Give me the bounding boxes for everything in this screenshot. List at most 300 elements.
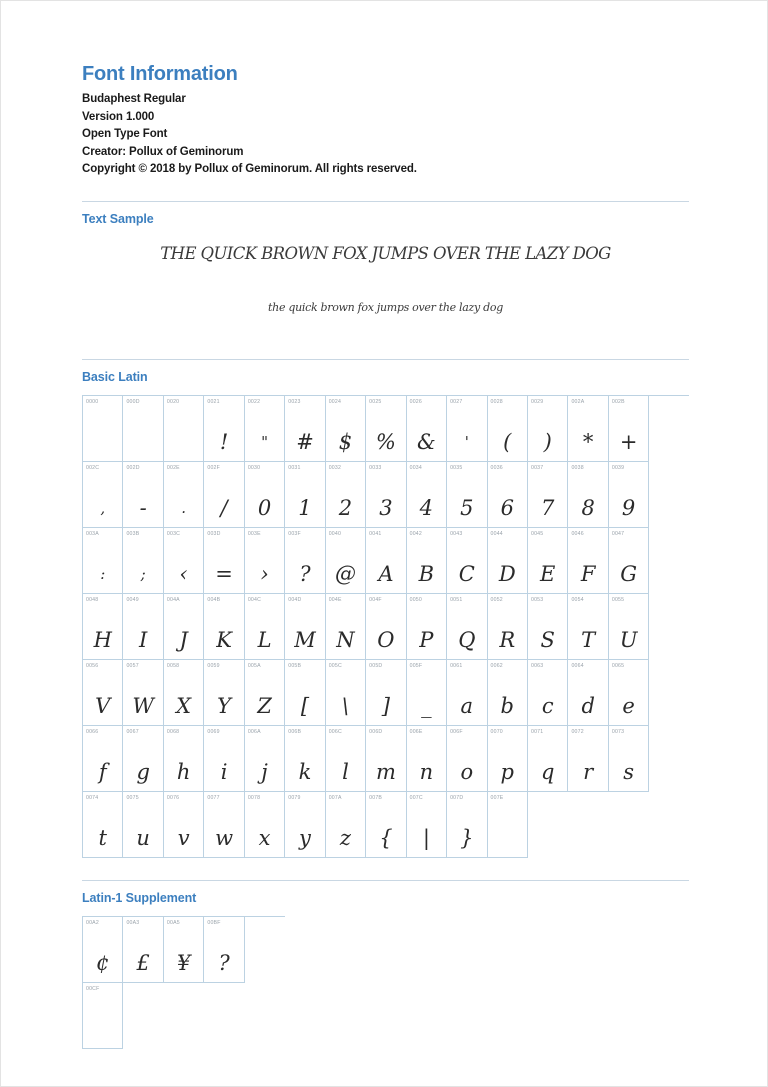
glyph-cell[interactable]: [568, 396, 608, 462]
glyph-character: ‹: [179, 561, 188, 586]
glyph-codepoint-label: 006E: [409, 728, 423, 735]
glyph-cell[interactable]: [528, 594, 568, 660]
glyph-cell[interactable]: [326, 726, 366, 792]
glyph-character: m: [375, 759, 396, 784]
glyph-codepoint-label: 00CF: [86, 985, 100, 992]
glyph-codepoint-label: 0077: [207, 794, 220, 801]
glyph-cell[interactable]: [407, 660, 447, 726]
glyph-cell[interactable]: [83, 983, 123, 1049]
glyph-cell[interactable]: [123, 792, 163, 858]
glyph-cell[interactable]: [528, 726, 568, 792]
glyph-cell[interactable]: [245, 528, 285, 594]
glyph-character: 9: [621, 495, 636, 520]
glyph-character: M: [294, 627, 316, 652]
glyph-cell[interactable]: [609, 594, 649, 660]
glyph-codepoint-label: 004E: [328, 596, 342, 603]
glyph-character: &: [417, 429, 436, 454]
page-content: [82, 61, 689, 1049]
glyph-codepoint-label: 0054: [571, 596, 584, 603]
glyph-cell[interactable]: [447, 396, 487, 462]
glyph-character: _: [421, 693, 432, 718]
glyph-codepoint-label: 005C: [328, 662, 342, 669]
glyph-codepoint-label: 003C: [166, 530, 181, 537]
glyph-codepoint-label: 0039: [611, 464, 625, 471]
glyph-character: I: [139, 627, 148, 652]
glyph-cell[interactable]: [488, 726, 528, 792]
glyph-character: -: [139, 495, 147, 520]
glyph-codepoint-label: 0022: [247, 398, 261, 405]
glyph-codepoint-label: 004F: [369, 596, 382, 603]
glyph-character: a: [460, 693, 474, 718]
text-sample-body: [82, 227, 689, 337]
glyph-character: (: [503, 429, 512, 454]
font-copyright: Copyright © 2018 by Pollux of Geminorum. All rights reserved.: [82, 163, 417, 175]
glyph-cell[interactable]: [326, 528, 366, 594]
glyph-character: w: [215, 825, 234, 850]
glyph-codepoint-label: 0038: [571, 464, 584, 471]
glyph-codepoint-label: 0045: [530, 530, 544, 537]
glyph-codepoint-label: 004A: [166, 596, 180, 603]
glyph-cell[interactable]: [447, 792, 487, 858]
glyph-cell[interactable]: [366, 528, 406, 594]
glyph-codepoint-label: 004D: [288, 596, 302, 603]
section-title-latin1-supplement: Latin-1 Supplement: [82, 890, 197, 905]
glyph-cell[interactable]: [488, 792, 528, 858]
glyph-codepoint-label: 0064: [571, 662, 584, 669]
glyph-character: 4: [419, 495, 434, 520]
glyph-character: 8: [581, 495, 595, 520]
glyph-cell[interactable]: [245, 396, 285, 462]
glyph-cell[interactable]: [83, 396, 123, 462]
glyph-cell[interactable]: [407, 462, 447, 528]
glyph-codepoint-label: 002E: [166, 464, 180, 471]
glyph-cell[interactable]: [204, 528, 244, 594]
glyph-character: |: [422, 825, 430, 850]
glyph-codepoint-label: 0061: [450, 662, 463, 669]
glyph-codepoint-label: 00A5: [166, 919, 180, 926]
glyph-codepoint-label: 0020: [166, 398, 180, 405]
glyph-codepoint-label: 0024: [328, 398, 342, 405]
glyph-character: S: [540, 627, 555, 652]
glyph-codepoint-label: 006B: [288, 728, 302, 735]
glyph-character: 5: [460, 495, 474, 520]
glyph-codepoint-label: 0034: [409, 464, 422, 471]
glyph-codepoint-label: 003E: [247, 530, 261, 537]
glyph-cell[interactable]: [407, 792, 447, 858]
glyph-cell[interactable]: [164, 792, 204, 858]
section-divider: [82, 201, 689, 202]
glyph-cell[interactable]: [285, 528, 325, 594]
glyph-cell[interactable]: [123, 396, 163, 462]
glyph-codepoint-label: 0032: [328, 464, 342, 471]
glyph-character: e: [622, 693, 635, 718]
glyph-cell[interactable]: [164, 917, 204, 983]
glyph-character: +: [619, 429, 638, 454]
glyph-cell[interactable]: [83, 528, 123, 594]
glyph-cell[interactable]: [447, 528, 487, 594]
glyph-cell[interactable]: [245, 726, 285, 792]
glyph-codepoint-label: 0050: [409, 596, 422, 603]
glyph-cell[interactable]: [164, 462, 204, 528]
glyph-codepoint-label: 0063: [530, 662, 544, 669]
glyph-codepoint-label: 003A: [86, 530, 99, 537]
glyph-codepoint-label: 0043: [450, 530, 463, 537]
glyph-character: P: [419, 627, 434, 652]
glyph-character: [: [300, 693, 310, 718]
glyph-codepoint-label: 0079: [288, 794, 301, 801]
glyph-cell[interactable]: [83, 792, 123, 858]
glyph-character: 0: [257, 495, 272, 520]
glyph-codepoint-label: 0066: [86, 728, 99, 735]
glyph-cell[interactable]: [285, 660, 325, 726]
glyph-character: s: [623, 759, 634, 784]
glyph-cell[interactable]: [285, 462, 325, 528]
glyph-codepoint-label: 003B: [126, 530, 140, 537]
glyph-cell[interactable]: [83, 462, 123, 528]
glyph-cell[interactable]: [204, 396, 244, 462]
glyph-codepoint-label: 0070: [490, 728, 503, 735]
glyph-character: 2: [338, 495, 353, 520]
glyph-codepoint-label: 0025: [369, 398, 382, 405]
glyph-character: h: [176, 759, 191, 784]
glyph-codepoint-label: 006A: [247, 728, 261, 735]
section-text-sample: [82, 201, 689, 337]
glyph-codepoint-label: 006D: [369, 728, 383, 735]
glyph-codepoint-label: 0052: [490, 596, 503, 603]
glyph-cell[interactable]: [164, 396, 204, 462]
glyph-character: Z: [257, 693, 272, 718]
glyph-character: ?: [218, 950, 230, 975]
glyph-codepoint-label: 0035: [450, 464, 463, 471]
glyph-codepoint-label: 0047: [611, 530, 625, 537]
glyph-codepoint-label: 0030: [247, 464, 261, 471]
glyph-character: i: [220, 759, 228, 784]
glyph-codepoint-label: 0076: [166, 794, 180, 801]
glyph-character: 1: [298, 495, 312, 520]
glyph-cell[interactable]: [568, 726, 608, 792]
glyph-cell[interactable]: [407, 396, 447, 462]
glyph-cell[interactable]: [285, 726, 325, 792]
glyph-codepoint-label: 0026: [409, 398, 422, 405]
glyph-codepoint-label: 0059: [207, 662, 220, 669]
glyph-cell[interactable]: [407, 594, 447, 660]
glyph-character: X: [176, 693, 192, 718]
glyph-codepoint-label: 0000: [86, 398, 99, 405]
glyph-codepoint-label: 0051: [450, 596, 463, 603]
glyph-codepoint-label: 007E: [490, 794, 504, 801]
glyph-codepoint-label: 0078: [247, 794, 261, 801]
glyph-character: ]: [381, 693, 390, 718]
glyph-character: E: [540, 561, 556, 586]
sample-uppercase-pangram: THE QUICK BROWN FOX JUMPS OVER THE LAZY DOG: [160, 243, 611, 263]
glyph-cell[interactable]: [123, 726, 163, 792]
glyph-character: c: [541, 693, 554, 718]
glyph-codepoint-label: 007B: [369, 794, 383, 801]
glyph-codepoint-label: 0049: [126, 596, 139, 603]
font-creator: Creator: Pollux of Geminorum: [82, 145, 244, 158]
glyph-character: U: [619, 627, 638, 652]
glyph-codepoint-label: 00A2: [86, 919, 99, 926]
glyph-codepoint-label: 0073: [611, 728, 625, 735]
glyph-cell[interactable]: [488, 528, 528, 594]
glyph-character: F: [580, 561, 596, 586]
glyph-codepoint-label: 0069: [207, 728, 220, 735]
glyph-codepoint-label: 005D: [369, 662, 383, 669]
glyph-cell[interactable]: [528, 462, 568, 528]
glyph-codepoint-label: 002B: [611, 398, 625, 405]
glyph-cell[interactable]: [204, 917, 244, 983]
glyph-codepoint-label: 002D: [126, 464, 140, 471]
glyph-character: K: [216, 627, 232, 652]
section-latin1-supplement: [82, 880, 689, 1049]
glyph-codepoint-label: 000D: [126, 398, 140, 405]
glyph-character: D: [498, 561, 516, 586]
glyph-codepoint-label: 003D: [207, 530, 221, 537]
glyph-codepoint-label: 00BF: [207, 919, 221, 926]
glyph-character: ;: [140, 564, 146, 583]
glyph-codepoint-label: 0031: [288, 464, 301, 471]
glyph-cell[interactable]: [366, 660, 406, 726]
glyph-cell[interactable]: [568, 660, 608, 726]
glyph-character: !: [219, 429, 229, 454]
glyph-cell[interactable]: [366, 396, 406, 462]
glyph-character: 7: [541, 495, 555, 520]
glyph-cell[interactable]: [528, 528, 568, 594]
glyph-character: ': [464, 432, 469, 451]
glyph-codepoint-label: 005A: [247, 662, 261, 669]
glyph-character: ›: [260, 561, 269, 586]
glyph-cell[interactable]: [164, 726, 204, 792]
glyph-cell[interactable]: [164, 528, 204, 594]
glyph-cell[interactable]: [123, 660, 163, 726]
glyph-codepoint-label: 0036: [490, 464, 503, 471]
glyph-codepoint-label: 0048: [86, 596, 99, 603]
section-divider: [82, 880, 689, 881]
glyph-codepoint-label: 0062: [490, 662, 503, 669]
glyph-codepoint-label: 006F: [450, 728, 463, 735]
glyph-character: #: [296, 429, 314, 454]
glyph-cell[interactable]: [245, 660, 285, 726]
glyph-character: J: [179, 627, 188, 652]
glyph-cell[interactable]: [447, 726, 487, 792]
glyph-cell[interactable]: [488, 396, 528, 462]
glyph-character: B: [418, 561, 435, 586]
glyph-character: f: [98, 759, 107, 784]
glyph-codepoint-label: 0042: [409, 530, 422, 537]
glyph-codepoint-label: 0027: [450, 398, 463, 405]
glyph-character: n: [419, 759, 434, 784]
glyph-codepoint-label: 0072: [571, 728, 584, 735]
glyph-character: V: [95, 693, 111, 718]
glyph-character: z: [339, 825, 351, 850]
glyph-character: G: [620, 561, 637, 586]
glyph-cell[interactable]: [123, 462, 163, 528]
glyph-codepoint-label: 0067: [126, 728, 139, 735]
glyph-cell[interactable]: [609, 462, 649, 528]
glyph-cell[interactable]: [366, 594, 406, 660]
glyph-cell[interactable]: [366, 462, 406, 528]
glyph-character: {: [379, 825, 393, 850]
glyph-cell[interactable]: [83, 594, 123, 660]
glyph-cell[interactable]: [528, 396, 568, 462]
glyph-cell[interactable]: [407, 528, 447, 594]
glyph-cell[interactable]: [609, 660, 649, 726]
glyph-character: r: [583, 759, 594, 784]
section-basic-latin: [82, 359, 689, 858]
glyph-cell[interactable]: [164, 594, 204, 660]
glyph-character: O: [377, 627, 395, 652]
glyph-cell[interactable]: [447, 462, 487, 528]
glyph-character: R: [499, 627, 516, 652]
glyph-character: o: [460, 759, 474, 784]
font-name: Budaphest Regular: [82, 93, 186, 105]
glyph-codepoint-label: 0021: [207, 398, 220, 405]
glyph-cell[interactable]: [285, 594, 325, 660]
glyph-codepoint-label: 004C: [247, 596, 262, 603]
glyph-codepoint-label: 0058: [166, 662, 180, 669]
glyph-cell[interactable]: [83, 917, 123, 983]
glyph-cell[interactable]: [245, 462, 285, 528]
glyph-cell[interactable]: [609, 726, 649, 792]
glyph-cell[interactable]: [568, 462, 608, 528]
glyph-cell[interactable]: [366, 726, 406, 792]
glyph-cell[interactable]: [204, 660, 244, 726]
glyph-cell[interactable]: [245, 792, 285, 858]
section-title-text-sample: Text Sample: [82, 211, 154, 226]
glyph-cell[interactable]: [123, 594, 163, 660]
glyph-cell[interactable]: [609, 396, 649, 462]
glyph-character: g: [136, 759, 150, 784]
glyph-cell[interactable]: [568, 528, 608, 594]
glyph-character: ¢: [96, 950, 110, 975]
font-version: Version 1.000: [82, 110, 155, 123]
glyph-codepoint-label: 007C: [409, 794, 423, 801]
glyph-cell[interactable]: [407, 726, 447, 792]
glyph-cell[interactable]: [123, 528, 163, 594]
glyph-character: =: [215, 561, 233, 586]
glyph-character: W: [132, 693, 154, 718]
glyph-codepoint-label: 0029: [530, 398, 544, 405]
glyph-codepoint-label: 0044: [490, 530, 503, 537]
font-format: Open Type Font: [82, 128, 168, 140]
glyph-codepoint-label: 0053: [530, 596, 544, 603]
glyph-character: 3: [379, 495, 393, 520]
glyph-character: \: [341, 693, 349, 718]
glyph-codepoint-label: 0023: [288, 398, 301, 405]
glyph-character: .: [181, 498, 187, 517]
glyph-codepoint-label: 0057: [126, 662, 139, 669]
glyph-codepoint-label: 002F: [207, 464, 220, 471]
glyph-cell[interactable]: [204, 462, 244, 528]
glyph-cell[interactable]: [488, 660, 528, 726]
glyph-cell[interactable]: [204, 594, 244, 660]
glyph-codepoint-label: 007D: [450, 794, 464, 801]
glyph-codepoint-label: 002A: [571, 398, 585, 405]
glyph-codepoint-label: 0046: [571, 530, 584, 537]
glyph-character: 6: [500, 495, 514, 520]
glyph-character: l: [342, 759, 349, 784]
glyph-codepoint-label: 0041: [369, 530, 382, 537]
glyph-cell[interactable]: [568, 594, 608, 660]
glyph-cell[interactable]: [285, 792, 325, 858]
section-divider: [82, 359, 689, 360]
glyph-cell[interactable]: [326, 660, 366, 726]
glyph-character: A: [378, 561, 394, 586]
glyph-cell[interactable]: [447, 660, 487, 726]
glyph-codepoint-label: 0028: [490, 398, 503, 405]
section-title-basic-latin: Basic Latin: [82, 369, 148, 384]
glyph-character: H: [93, 627, 112, 652]
glyph-character: d: [581, 693, 595, 718]
glyph-character: ,: [100, 498, 106, 517]
glyph-codepoint-label: 0055: [611, 596, 625, 603]
glyph-character: ": [261, 432, 268, 451]
glyph-cell[interactable]: [528, 660, 568, 726]
glyph-codepoint-label: 004B: [207, 596, 221, 603]
glyph-cell[interactable]: [164, 660, 204, 726]
glyph-cell[interactable]: [204, 792, 244, 858]
glyph-character: v: [177, 825, 190, 850]
glyph-character: £: [136, 950, 150, 975]
sample-lowercase-pangram: the quick brown fox jumps over the lazy dog: [268, 300, 503, 314]
glyph-character: u: [136, 825, 150, 850]
glyph-cell[interactable]: [326, 792, 366, 858]
glyph-character: C: [458, 561, 475, 586]
glyph-table-latin1-supplement: [82, 916, 285, 1049]
glyph-character: ): [543, 429, 552, 454]
glyph-character: $: [338, 429, 353, 454]
glyph-cell[interactable]: [366, 792, 406, 858]
glyph-cell[interactable]: [326, 594, 366, 660]
glyph-character: %: [375, 429, 396, 454]
glyph-cell[interactable]: [83, 660, 123, 726]
page-title: Font Information: [82, 63, 238, 85]
glyph-character: b: [500, 693, 514, 718]
glyph-table-basic-latin: [82, 395, 689, 858]
glyph-cell[interactable]: [285, 396, 325, 462]
glyph-cell[interactable]: [488, 594, 528, 660]
glyph-cell[interactable]: [326, 396, 366, 462]
glyph-cell[interactable]: [609, 528, 649, 594]
glyph-codepoint-label: 0056: [86, 662, 99, 669]
glyph-character: x: [258, 825, 271, 850]
glyph-codepoint-label: 007A: [328, 794, 342, 801]
glyph-cell[interactable]: [245, 594, 285, 660]
glyph-codepoint-label: 0075: [126, 794, 139, 801]
glyph-cell[interactable]: [326, 462, 366, 528]
glyph-character: /: [220, 495, 228, 520]
glyph-character: q: [540, 759, 555, 784]
glyph-cell[interactable]: [83, 726, 123, 792]
glyph-cell[interactable]: [447, 594, 487, 660]
glyph-codepoint-label: 003F: [288, 530, 301, 537]
glyph-character: ¥: [176, 950, 191, 975]
glyph-character: j: [261, 759, 268, 784]
glyph-cell[interactable]: [123, 917, 163, 983]
glyph-character: ?: [299, 561, 311, 586]
glyph-character: k: [298, 759, 312, 784]
glyph-character: L: [257, 627, 272, 652]
font-information-block: [82, 61, 689, 179]
glyph-codepoint-label: 0065: [611, 662, 625, 669]
glyph-codepoint-label: 0068: [166, 728, 180, 735]
glyph-character: *: [582, 429, 594, 454]
glyph-codepoint-label: 0074: [86, 794, 99, 801]
glyph-cell[interactable]: [204, 726, 244, 792]
glyph-character: N: [336, 627, 355, 652]
glyph-character: p: [500, 759, 514, 784]
glyph-cell[interactable]: [488, 462, 528, 528]
